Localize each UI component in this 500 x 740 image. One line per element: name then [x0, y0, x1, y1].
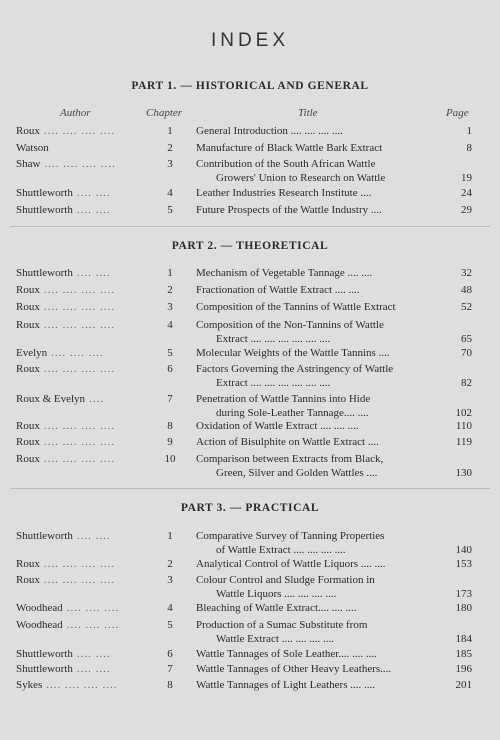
author-cell	[16, 283, 115, 297]
chapter-title	[196, 362, 428, 390]
page-number: 185	[455, 648, 472, 660]
author-cell	[16, 124, 115, 138]
chapter-title-line1: Manufacture of Black Wattle Bark Extract	[196, 142, 383, 154]
chapter-number: 3	[167, 158, 173, 170]
chapter-number: 5	[167, 619, 173, 631]
page-number: 110	[455, 420, 472, 432]
chapter-title-line2: Extract .... .... .... .... .... ....	[216, 377, 331, 389]
chapter-number: 5	[167, 347, 173, 359]
chapter-title-line2: Wattle Liquors .... .... .... ....	[216, 588, 337, 600]
chapter-title	[196, 678, 428, 692]
chapter-number: 4	[167, 319, 173, 331]
author-name: Roux	[16, 436, 40, 448]
chapter-number: 4	[167, 602, 173, 614]
page-number: 48	[461, 284, 472, 296]
chapter-title-line1: Future Prospects of the Wattle Industry ....	[196, 204, 382, 216]
author-name: Shuttleworth	[16, 267, 73, 279]
column-header-title: Title	[298, 107, 318, 119]
chapter-title-line1: Mechanism of Vegetable Tannage .... ....	[196, 267, 373, 279]
chapter-number: 1	[167, 530, 173, 542]
chapter-title	[196, 157, 428, 185]
chapter-title-line1: Penetration of Wattle Tannins into Hide	[196, 393, 371, 405]
author-cell	[16, 529, 111, 543]
page-number: 140	[455, 544, 472, 556]
author-name: Woodhead	[16, 619, 63, 631]
chapter-title-line1: Contribution of the South African Wattle	[196, 158, 376, 170]
author-cell	[16, 452, 115, 466]
leader-dots: .... ....	[76, 204, 111, 216]
author-name: Roux	[16, 301, 40, 313]
author-cell	[16, 647, 111, 661]
chapter-title	[196, 392, 428, 420]
author-cell	[16, 186, 111, 200]
author-cell	[16, 346, 104, 360]
chapter-title	[196, 318, 428, 346]
page-number: 184	[455, 633, 472, 645]
author-cell	[16, 157, 116, 171]
leader-dots: .... .... .... ....	[43, 125, 116, 137]
leader-dots: .... ....	[76, 187, 111, 199]
leader-dots: .... .... .... ....	[43, 453, 116, 465]
chapter-title-line2: Growers' Union to Research on Wattle	[216, 172, 386, 184]
chapter-title-line1: Comparison between Extracts from Black,	[196, 453, 384, 465]
leader-dots: .... .... .... ....	[44, 158, 116, 170]
chapter-title-line1: Molecular Weights of the Wattle Tannins ....	[196, 347, 390, 359]
chapter-title	[196, 346, 428, 360]
leader-dots: .... .... .... ....	[43, 301, 116, 313]
author-cell	[16, 678, 118, 692]
chapter-number: 4	[167, 187, 173, 199]
author-name: Evelyn	[16, 347, 48, 359]
chapter-title-line1: General Introduction .... .... .... ....	[196, 125, 343, 137]
chapter-title-line1: Comparative Survey of Tanning Properties	[196, 530, 385, 542]
column-header-chapter: Chapter	[146, 107, 183, 119]
author-name: Roux	[16, 284, 40, 296]
chapter-title	[196, 601, 428, 615]
author-name: Shuttleworth	[16, 648, 73, 660]
chapter-number: 2	[167, 558, 173, 570]
author-cell	[16, 419, 115, 433]
leader-dots: .... .... .... ....	[43, 420, 116, 432]
chapter-title	[196, 618, 428, 646]
page-number: 102	[455, 407, 472, 419]
leader-dots: .... .... .... ....	[43, 558, 116, 570]
author-name: Shuttleworth	[16, 187, 73, 199]
chapter-title-line2: Wattle Extract .... .... .... ....	[216, 633, 334, 645]
page-number: 153	[455, 558, 472, 570]
chapter-title	[196, 419, 428, 433]
page-number: 1	[466, 125, 472, 137]
chapter-title	[196, 203, 428, 217]
chapter-title	[196, 662, 428, 676]
chapter-number: 1	[167, 267, 173, 279]
page-number: 32	[461, 267, 472, 279]
page-number: 82	[461, 377, 472, 389]
part2-heading: PART 2. — THEORETICAL	[171, 240, 329, 252]
chapter-number: 5	[167, 204, 173, 216]
chapter-title-line1: Action of Bisulphite on Wattle Extract ....	[196, 436, 379, 448]
chapter-number: 9	[167, 436, 173, 448]
author-name: Shuttleworth	[16, 530, 73, 542]
author-name: Roux	[16, 574, 40, 586]
page-number: 119	[455, 436, 472, 448]
page-number: 29	[461, 204, 472, 216]
chapter-title-line1: Wattle Tannages of Sole Leather.... .... ....	[196, 648, 377, 660]
part1-heading: PART 1. — HISTORICAL AND GENERAL	[131, 80, 369, 92]
author-cell	[16, 392, 104, 406]
page-number: 8	[466, 142, 472, 154]
author-cell	[16, 300, 115, 314]
author-name: Watson	[16, 142, 49, 154]
leader-dots: .... .... ....	[66, 619, 120, 631]
leader-dots: .... ....	[76, 267, 111, 279]
author-name: Roux	[16, 453, 40, 465]
author-name: Roux	[16, 363, 40, 375]
author-cell	[16, 318, 115, 332]
chapter-title	[196, 141, 428, 155]
chapter-title-line1: Fractionation of Wattle Extract .... ....	[196, 284, 360, 296]
author-cell	[16, 362, 115, 376]
chapter-title-line1: Oxidation of Wattle Extract .... .... ....	[196, 420, 359, 432]
author-name: Shaw	[16, 158, 41, 170]
column-header-page: Page	[446, 107, 469, 119]
chapter-number: 2	[167, 142, 173, 154]
page-number: 180	[455, 602, 472, 614]
chapter-number: 6	[167, 648, 173, 660]
chapter-title	[196, 435, 428, 449]
chapter-title	[196, 300, 428, 314]
author-name: Roux	[16, 125, 40, 137]
chapter-title	[196, 452, 428, 480]
author-cell	[16, 266, 111, 280]
chapter-number: 7	[167, 663, 173, 675]
chapter-number: 2	[167, 284, 173, 296]
leader-dots: .... .... ....	[51, 347, 104, 359]
page-number: 19	[461, 172, 472, 184]
chapter-title	[196, 186, 428, 200]
page-number: 196	[455, 663, 472, 675]
chapter-number: 7	[167, 393, 173, 405]
chapter-number: 10	[164, 453, 176, 465]
author-name: Roux	[16, 420, 40, 432]
page-number: 24	[461, 187, 472, 199]
column-header-author: Author	[60, 107, 91, 119]
chapter-number: 1	[167, 125, 173, 137]
author-name: Shuttleworth	[16, 663, 73, 675]
divider	[10, 226, 490, 227]
chapter-number: 3	[167, 574, 173, 586]
leader-dots: .... .... .... ....	[43, 319, 116, 331]
author-name: Sykes	[16, 679, 43, 691]
page-number: 130	[455, 467, 472, 479]
chapter-title-line1: Colour Control and Sludge Formation in	[196, 574, 375, 586]
chapter-title-line2: Green, Silver and Golden Wattles ....	[216, 467, 378, 479]
author-name: Woodhead	[16, 602, 63, 614]
chapter-title	[196, 124, 428, 138]
chapter-title-line1: Wattle Tannages of Other Heavy Leathers....	[196, 663, 392, 675]
chapter-title-line1: Leather Industries Research Institute ....	[196, 187, 372, 199]
author-cell	[16, 203, 111, 217]
leader-dots: ....	[89, 393, 105, 405]
chapter-number: 6	[167, 363, 173, 375]
leader-dots: .... .... .... ....	[43, 284, 116, 296]
part3-heading: PART 3. — PRACTICAL	[180, 502, 320, 514]
chapter-title	[196, 573, 428, 601]
chapter-title-line1: Wattle Tannages of Light Leathers .... ....	[196, 679, 375, 691]
page-number: 65	[461, 333, 472, 345]
chapter-title-line2: Extract .... .... .... .... .... ....	[216, 333, 331, 345]
chapter-title	[196, 557, 428, 571]
author-name: Roux	[16, 558, 40, 570]
page-number: 70	[461, 347, 472, 359]
chapter-title-line1: Factors Governing the Astringency of Wattle	[196, 363, 394, 375]
chapter-title-line2: of Wattle Extract .... .... .... ....	[216, 544, 346, 556]
author-name: Roux	[16, 319, 40, 331]
author-cell	[16, 435, 115, 449]
page-number: 173	[455, 588, 472, 600]
chapter-title-line1: Analytical Control of Wattle Liquors .... ....	[196, 558, 386, 570]
author-cell	[16, 601, 119, 615]
author-name: Roux & Evelyn	[16, 393, 86, 405]
chapter-title-line1: Composition of the Tannins of Wattle Extract	[196, 301, 396, 313]
author-cell	[16, 573, 115, 587]
leader-dots: .... ....	[76, 663, 111, 675]
chapter-number: 8	[167, 420, 173, 432]
author-name: Shuttleworth	[16, 204, 73, 216]
chapter-title	[196, 283, 428, 297]
chapter-title-line1: Production of a Sumac Substitute from	[196, 619, 368, 631]
author-cell	[16, 141, 53, 155]
chapter-number: 8	[167, 679, 173, 691]
author-cell	[16, 618, 119, 632]
leader-dots: .... .... .... ....	[43, 574, 116, 586]
leader-dots: .... .... .... ....	[43, 436, 116, 448]
chapter-title-line2: during Sole-Leather Tannage.... ....	[216, 407, 369, 419]
chapter-title-line1: Composition of the Non-Tannins of Wattle	[196, 319, 384, 331]
index-title: INDEX	[210, 30, 290, 51]
leader-dots: .... ....	[76, 530, 111, 542]
chapter-title	[196, 529, 428, 557]
author-cell	[16, 662, 111, 676]
chapter-title-line1: Bleaching of Wattle Extract.... .... ....	[196, 602, 357, 614]
chapter-title	[196, 266, 428, 280]
page-number: 201	[455, 679, 472, 691]
leader-dots: .... ....	[76, 648, 111, 660]
leader-dots: .... .... ....	[66, 602, 120, 614]
divider	[10, 488, 490, 489]
chapter-number: 3	[167, 301, 173, 313]
page-number: 52	[461, 301, 472, 313]
leader-dots: .... .... .... ....	[43, 363, 116, 375]
author-cell	[16, 557, 115, 571]
chapter-title	[196, 647, 428, 661]
leader-dots: .... .... .... ....	[46, 679, 118, 691]
